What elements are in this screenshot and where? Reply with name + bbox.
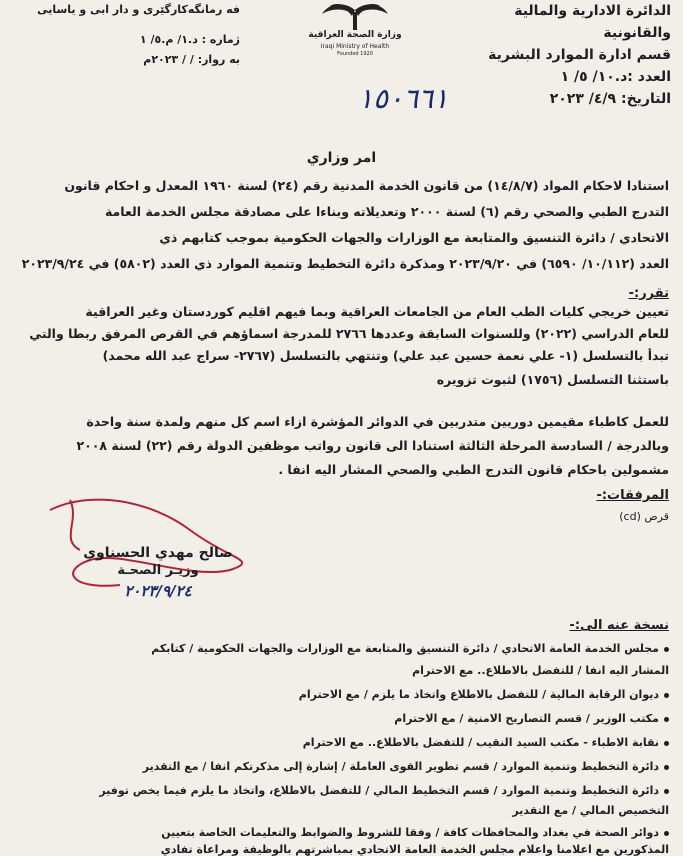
- signer-title: وزيـر الصحـة: [117, 563, 199, 578]
- header-dept: الدائرة الادارية والمالية والقانونية: [514, 3, 671, 41]
- logo-founded: Founded 1920: [337, 51, 373, 57]
- header-right: [471, 0, 671, 110]
- signature-date: ٢٠٢٣/٩/٢٤: [124, 582, 192, 600]
- copy-line: ديوان الرقابة المالية / للتفضل بالاطلاع واتخاذ ما يلزم / مع الاحترام: [14, 688, 669, 701]
- ministry-logo: [280, 0, 430, 70]
- bullet-icon: [664, 717, 669, 722]
- bullet-icon: [664, 647, 669, 652]
- decision-line: للعام الدراسي (٢٠٢٢) وللسنوات السابقة وعددها ٢٧٦٦ للمدرجة اسماؤهم في القرص المرفق ربطا والتي: [29, 326, 669, 341]
- signer-name: صالح مهدي الحسناوي: [83, 545, 233, 561]
- logo-name-en: Iraqi Ministry of Health: [320, 43, 390, 50]
- header-number: العدد :د.١٠/ ٥/ ١: [560, 69, 671, 85]
- document-title: امر وزاري: [306, 150, 377, 166]
- body-line: الاتحادي / دائرة التنسيق والمتابعة مع الوزارات والجهات الحكومية بموجب كتابهم ذي: [159, 230, 669, 245]
- header-kurdish-date: به روار: / / ٢٠٢٣م: [143, 53, 240, 66]
- bullet-icon: [664, 741, 669, 746]
- header-left: [20, 0, 240, 70]
- decision-heading: تقرر:-: [628, 286, 669, 301]
- work-line: مشمولين باحكام قانون التدرج الطبي والصحي المشار اليه انفا .: [278, 462, 669, 477]
- copy-line: مجلس الخدمة العامة الاتحادي / دائرة التنسيق والمتابعة مع الوزارات والجهات الحكومية / كتابكم: [14, 642, 669, 655]
- header-date: التاريخ: ٤/٩/ ٢٠٢٣: [549, 91, 671, 107]
- work-line: وبالدرجة / السادسة المرحلة الثالثة استنادا الى قانون رواتب موظفين الدولة رقم (٢٢) لسنة ٢٠٠٨: [76, 438, 669, 453]
- decision-line: تعيين خريجي كليات الطب العام من الجامعات العراقية وبما فيهم اقليم كوردستان وغير العراقية: [85, 304, 669, 319]
- bullet-icon: [664, 789, 669, 794]
- bullet-icon: [664, 831, 669, 836]
- decision-line: باستثنا التسلسل (١٧٥٦) لثبوت تزويره: [436, 372, 669, 387]
- copy-line: التخصيص المالي / مع التقدير: [512, 804, 669, 817]
- bullet-icon: [664, 693, 669, 698]
- header-section: قسم ادارة الموارد البشرية: [488, 47, 671, 63]
- handwritten-number: ١٥٠٦٦١: [358, 82, 449, 115]
- copy-line: مكتب الوزير / قسم التصاريح الامنية / مع الاحترام: [14, 712, 669, 725]
- copy-line: المشار اليه انفا / للتفضل بالاطلاع.. مع الاحترام: [412, 664, 669, 677]
- header-kurdish-number: ژماره : د.١/ م.٥/ ١: [139, 33, 240, 46]
- signature-block: [68, 545, 248, 600]
- body-line: العدد (١٠/١١٢/ ٦٥٩٠) في ٢٠٢٣/٩/٢٠ ومذكرة دائرة التخطيط وتنمية الموارد ذي العدد (٥٨٠٢) في ٢٠٢٣/٩/٢٤: [21, 256, 669, 271]
- copy-heading: نسخة عنه الى:-: [569, 618, 669, 633]
- attachments-heading: المرفقات:-: [596, 488, 669, 503]
- copy-line: المذكورين مع اعلامنا واعلام مجلس الخدمة العامة الاتحادي بمباشرتهم بالوظيفة ومراعاة تفادي: [160, 843, 669, 856]
- copy-line: دائرة التخطيط وتنمية الموارد / قسم التخطيط المالي / للتفضل بالاطلاع، واتخاذ ما يلزم فيما يخص توفير: [14, 784, 669, 797]
- bullet-icon: [664, 765, 669, 770]
- copy-line: دائرة التخطيط وتنمية الموارد / قسم تطوير القوى العاملة / إشارة إلى مذكرتكم انفا / مع التقدير: [14, 760, 669, 773]
- copy-line: دوائر الصحة في بغداد والمحافظات كافة / وفقا للشروط والضوابط والتعليمات الخاصة بتعيين: [14, 826, 669, 839]
- body-line: استنادا لاحكام المواد (١٤/٨/٧) من قانون الخدمة المدنية رقم (٢٤) لسنة ١٩٦٠ المعدل و احكام قانون: [64, 178, 669, 193]
- work-line: للعمل كاطباء مقيمين دوريين متدربين في الدوائر المؤشرة ازاء اسم كل منهم ولمدة سنة واحدة: [86, 414, 669, 429]
- logo-name-ar: وزارة الصحة العراقية: [308, 30, 402, 40]
- body-line: التدرج الطبي والصحي رقم (٦) لسنة ٢٠٠٠ وتعديلاته وبناءا على مصادقة مجلس الخدمة العامة: [104, 204, 669, 219]
- decision-line: تبدأ بالتسلسل (١- علي نعمة حسين عبد علي) وتنتهي بالتسلسل (٢٧٦٧- سراج عبد الله محمد): [102, 348, 669, 363]
- copy-line: نقابة الاطباء - مكتب السيد النقيب / للتفضل بالاطلاع.. مع الاحترام: [14, 736, 669, 749]
- attachments-value: قرص (cd): [619, 510, 669, 523]
- header-kurdish-dept: فه رمانگه‌كارگێری و دار ابی و یاسایی: [37, 3, 240, 16]
